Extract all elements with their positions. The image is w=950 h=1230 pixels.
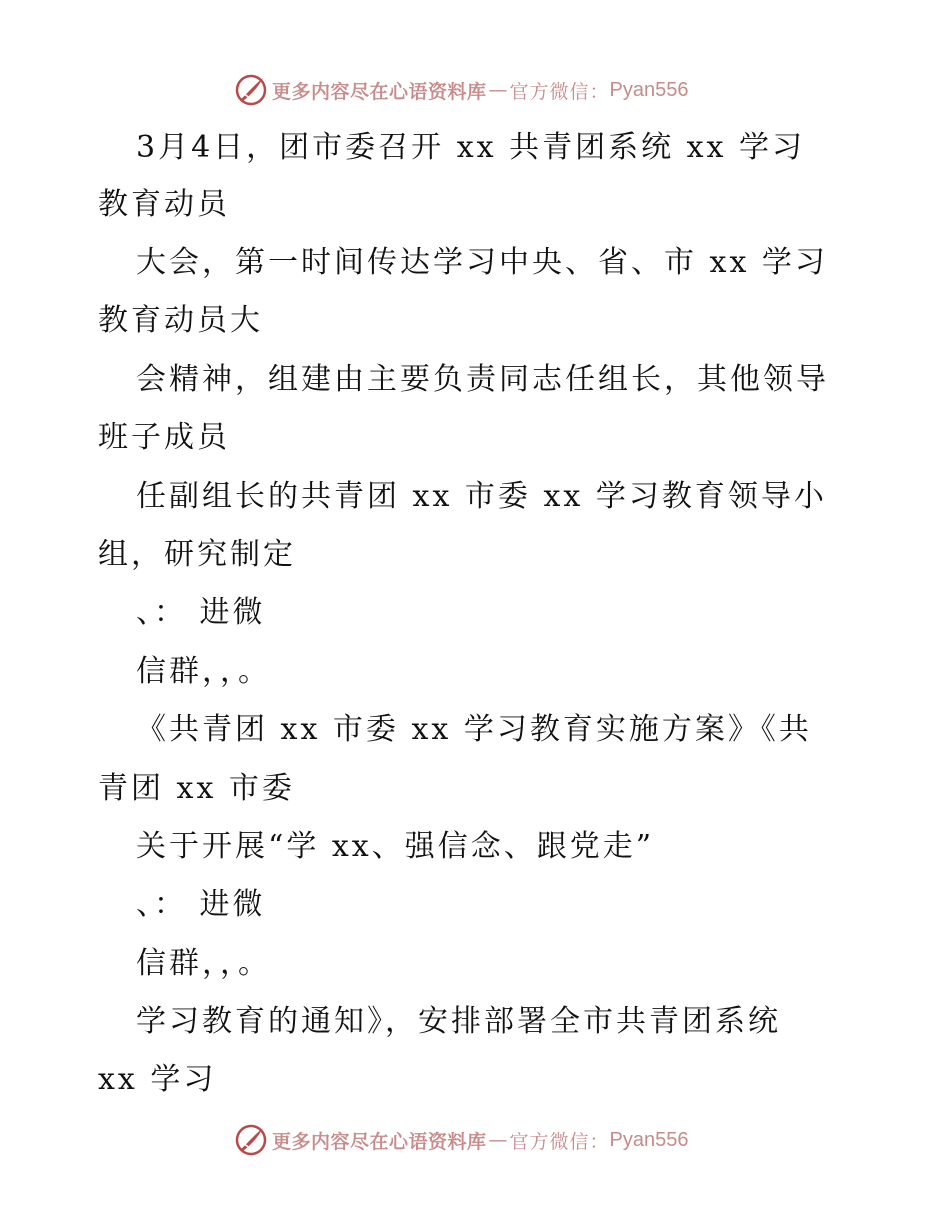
watermark-text: 更多内容尽在心语资料库 — [272, 80, 487, 103]
text-line: 组，研究制定 — [98, 537, 296, 572]
text-line: 教育动员 — [98, 187, 230, 222]
watermark-wechat-id: Pyan556 — [609, 1128, 689, 1151]
watermark-footer — [234, 1122, 689, 1158]
text-line: 任副组长的共青团 xx 市委 xx 学习教育领导小 — [136, 479, 827, 514]
text-line: 信群，，。 — [136, 654, 271, 689]
watermark-header — [234, 72, 689, 108]
watermark-wechat-id: Pyan556 — [609, 78, 689, 101]
quill-pen-logo-icon — [234, 1123, 268, 1157]
quill-pen-logo-icon — [234, 73, 268, 107]
text-line: 、： 进微 — [136, 887, 266, 922]
watermark-wechat-label: 官方微信： — [509, 80, 610, 103]
text-line: xx 学习 — [98, 1062, 217, 1097]
text-line: 《共青团 xx 市委 xx 学习教育实施方案》《共 — [136, 712, 812, 747]
watermark-dash: — — [488, 1129, 508, 1151]
text-line: 大会，第一时间传达学习中央、省、市 xx 学习 — [136, 245, 828, 280]
text-line: 会精神，组建由主要负责同志任组长，其他领导 — [136, 362, 829, 397]
text-line: 3月4日，团市委召开 xx 共青团系统 xx 学习 — [136, 130, 805, 165]
text-line: 青团 xx 市委 — [98, 771, 295, 806]
text-line: 、： 进微 — [136, 595, 266, 630]
text-line: 学习教育的通知》，安排部署全市共青团系统 — [136, 1004, 781, 1039]
text-line: 信群，，。 — [136, 946, 271, 981]
text-line: 关于开展“学 xx、强信念、跟党走” — [136, 829, 655, 864]
watermark-text: 更多内容尽在心语资料库 — [272, 1130, 487, 1153]
text-line: 教育动员大 — [98, 303, 263, 338]
text-line: 班子成员 — [98, 420, 230, 455]
watermark-dash: — — [488, 79, 508, 101]
watermark-wechat-label: 官方微信： — [509, 1130, 610, 1153]
